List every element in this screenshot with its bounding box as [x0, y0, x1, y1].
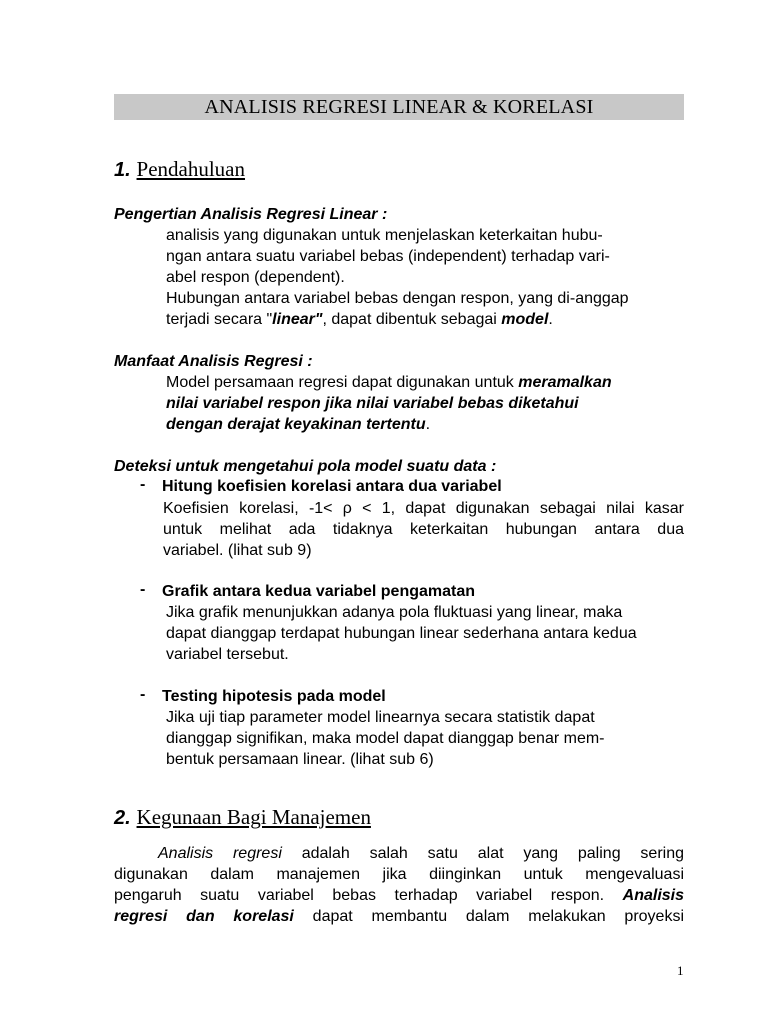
- pengertian-line-4: Hubungan antara variabel bebas dengan respon, yang di-anggap: [166, 290, 629, 307]
- emphasis-analisis: Analisis: [622, 887, 684, 904]
- manfaat-line-2: nilai variabel respon jika nilai variabel bebas diketahui: [166, 395, 579, 412]
- section-1-title: Pendahuluan: [136, 157, 246, 181]
- pengertian-line-5: [166, 309, 553, 330]
- deteksi-item-1-line-2: untuk melihat ada tidaknya keterkaitan hubungan antara dua: [163, 521, 684, 538]
- text-span: .: [548, 311, 553, 328]
- emphasis-model: model: [501, 311, 549, 328]
- deteksi-item-2-line-2: dapat dianggap terdapat hubungan linear sederhana antara kedua: [166, 625, 637, 642]
- section-1-heading: [114, 157, 245, 182]
- text-span: adalah salah satu alat yang paling sering: [281, 845, 684, 862]
- manfaat-line-3: [166, 414, 430, 435]
- kegunaan-line-4: [114, 906, 684, 927]
- deteksi-item-3-line-1: Jika uji tiap parameter model linearnya secara statistik dapat: [166, 709, 595, 726]
- text-span: Model persamaan regresi dapat digunakan untuk: [166, 374, 519, 391]
- kegunaan-line-1: [114, 843, 684, 864]
- emphasis-regresi-korelasi: regresi dan korelasi: [114, 908, 294, 925]
- deteksi-item-1-title: Hitung koefisien korelasi antara dua variabel: [162, 478, 502, 495]
- text-span: .: [425, 416, 431, 433]
- deteksi-item-3-line-3: bentuk persamaan linear. (lihat sub 6): [166, 751, 434, 768]
- page-number: 1: [677, 963, 684, 978]
- emphasis-derajat: dengan derajat keyakinan tertentu: [166, 416, 426, 433]
- bullet-marker: -: [140, 686, 146, 703]
- emphasis-meramalkan: meramalkan: [518, 374, 612, 391]
- document-title: ANALISIS REGRESI LINEAR & KORELASI: [204, 96, 594, 118]
- deteksi-item-2-title: Grafik antara kedua variabel pengamatan: [162, 583, 476, 600]
- emphasis-linear: linear": [272, 311, 323, 328]
- deteksi-item-1-line-3: variabel. (lihat sub 9): [163, 542, 312, 559]
- bullet-marker: -: [140, 476, 146, 493]
- deteksi-item-3-line-2: dianggap signifikan, maka model dapat dianggap benar mem-: [166, 730, 605, 747]
- deteksi-item-1-line-1: Koefisien korelasi, -1< ρ < 1, dapat digunakan sebagai nilai kasar: [163, 500, 684, 517]
- bullet-marker: -: [140, 581, 146, 598]
- text-span: dapat membantu dalam melakukan proyeksi: [293, 908, 685, 925]
- pengertian-line-3: abel respon (dependent).: [166, 269, 345, 286]
- kegunaan-line-3: [114, 885, 684, 906]
- pengertian-heading: Pengertian Analisis Regresi Linear :: [114, 206, 388, 223]
- kegunaan-line-2: digunakan dalam manajemen jika diinginkan untuk mengevaluasi: [114, 866, 684, 883]
- title-bar: [114, 94, 684, 120]
- text-span: pengaruh suatu variabel bebas terhadap variabel respon.: [114, 887, 623, 904]
- text-span: terjadi secara ": [166, 311, 273, 328]
- manfaat-line-1: [166, 372, 612, 393]
- emphasis-analisis-regresi: Analisis regresi: [158, 845, 282, 862]
- pengertian-line-1: analisis yang digunakan untuk menjelaskan keterkaitan hubu-: [166, 227, 603, 244]
- section-1-number: 1.: [114, 159, 131, 181]
- pengertian-line-2: ngan antara suatu variabel bebas (independent) terhadap vari-: [166, 248, 610, 265]
- deteksi-heading: Deteksi untuk mengetahui pola model suatu data :: [114, 458, 497, 475]
- deteksi-item-3-title: Testing hipotesis pada model: [162, 688, 386, 705]
- section-2-title: Kegunaan Bagi Manajemen: [136, 805, 371, 829]
- section-2-heading: [114, 805, 371, 830]
- manfaat-heading: Manfaat Analisis Regresi :: [114, 353, 313, 370]
- section-2-number: 2.: [114, 807, 131, 829]
- text-span: , dapat dibentuk sebagai: [322, 311, 502, 328]
- deteksi-item-2-line-3: variabel tersebut.: [166, 646, 289, 663]
- deteksi-item-2-line-1: Jika grafik menunjukkan adanya pola fluktuasi yang linear, maka: [166, 604, 623, 621]
